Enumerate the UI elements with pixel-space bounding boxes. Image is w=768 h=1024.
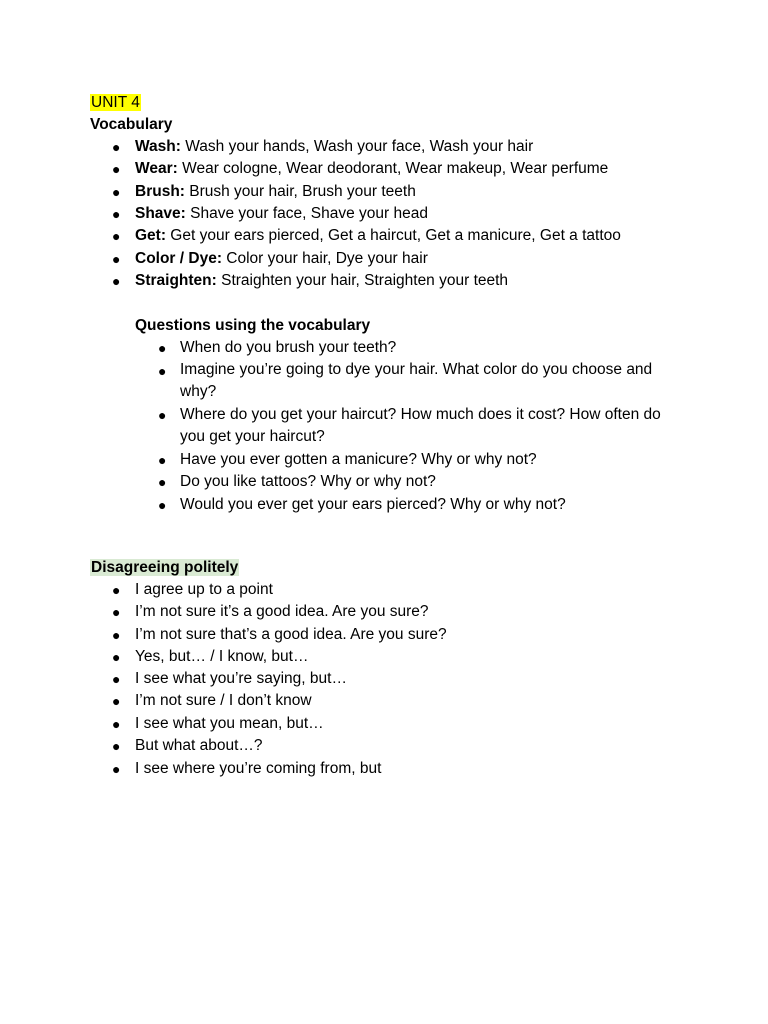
question-item: Imagine you’re going to dye your hair. What color do you choose and why? xyxy=(180,361,653,401)
bullet-icon: ● xyxy=(112,649,121,665)
bullet-icon: ● xyxy=(112,228,121,244)
vocabulary-examples: Wear cologne, Wear deodorant, Wear makeup, Wear perfume xyxy=(177,160,609,177)
disagreeing-phrase: I see what you mean, but… xyxy=(135,715,324,732)
vocabulary-item xyxy=(135,182,416,202)
vocabulary-item xyxy=(135,249,428,269)
bullet-icon: ● xyxy=(112,693,121,709)
bullet-icon: ● xyxy=(112,251,121,267)
questions-heading: Questions using the vocabulary xyxy=(135,317,371,334)
disagreeing-phrase: I’m not sure / I don’t know xyxy=(135,692,312,709)
vocabulary-term: Straighten: xyxy=(135,272,217,289)
bullet-icon: ● xyxy=(158,363,167,379)
vocabulary-term: Color / Dye: xyxy=(135,250,222,267)
vocabulary-examples: Brush your hair, Brush your teeth xyxy=(184,183,416,200)
question-item: Do you like tattoos? Why or why not? xyxy=(180,473,436,490)
vocabulary-heading: Vocabulary xyxy=(90,116,173,133)
bullet-icon: ● xyxy=(112,273,121,289)
vocabulary-examples: Get your ears pierced, Get a haircut, Get a manicure, Get a tattoo xyxy=(166,227,621,244)
disagreeing-phrase: I see what you’re saying, but… xyxy=(135,670,347,687)
disagreeing-phrase: Yes, but… / I know, but… xyxy=(135,648,309,665)
disagreeing-phrase: But what about…? xyxy=(135,737,263,754)
bullet-icon: ● xyxy=(158,452,167,468)
bullet-icon: ● xyxy=(158,340,167,356)
bullet-icon: ● xyxy=(112,582,121,598)
unit-title-line xyxy=(90,93,141,113)
vocabulary-item xyxy=(135,226,621,246)
disagreeing-phrase: I agree up to a point xyxy=(135,581,273,598)
bullet-icon: ● xyxy=(112,716,121,732)
vocabulary-term: Get: xyxy=(135,227,166,244)
vocabulary-term: Wash: xyxy=(135,138,181,155)
question-item: Would you ever get your ears pierced? Why or why not? xyxy=(180,496,566,513)
question-item: Where do you get your haircut? How much does it cost? How often do you get your haircut? xyxy=(180,406,661,446)
bullet-icon: ● xyxy=(112,604,121,620)
bullet-icon: ● xyxy=(112,139,121,155)
vocabulary-term: Shave: xyxy=(135,205,186,222)
vocabulary-examples: Color your hair, Dye your hair xyxy=(221,250,428,267)
vocabulary-examples: Straighten your hair, Straighten your teeth xyxy=(216,272,509,289)
bullet-icon: ● xyxy=(112,671,121,687)
vocabulary-term: Wear: xyxy=(135,160,178,177)
vocabulary-item xyxy=(135,137,533,157)
disagreeing-phrase: I’m not sure that’s a good idea. Are you sure? xyxy=(135,626,447,643)
bullet-icon: ● xyxy=(112,206,121,222)
vocabulary-term: Brush: xyxy=(135,183,185,200)
question-item: When do you brush your teeth? xyxy=(180,339,397,356)
bullet-icon: ● xyxy=(158,407,167,423)
bullet-icon: ● xyxy=(112,627,121,643)
vocabulary-examples: Wash your hands, Wash your face, Wash your hair xyxy=(180,138,534,155)
bullet-icon: ● xyxy=(112,761,121,777)
vocabulary-item xyxy=(135,271,508,291)
unit-title: UNIT 4 xyxy=(91,94,140,111)
bullet-icon: ● xyxy=(112,738,121,754)
bullet-icon: ● xyxy=(158,497,167,513)
vocabulary-item xyxy=(135,204,428,224)
disagreeing-heading: Disagreeing politely xyxy=(91,559,239,576)
bullet-icon: ● xyxy=(112,184,121,200)
vocabulary-item xyxy=(135,159,608,179)
disagreeing-phrase: I see where you’re coming from, but xyxy=(135,760,382,777)
question-item: Have you ever gotten a manicure? Why or why not? xyxy=(180,451,537,468)
bullet-icon: ● xyxy=(158,474,167,490)
vocabulary-examples: Shave your face, Shave your head xyxy=(185,205,428,222)
bullet-icon: ● xyxy=(112,161,121,177)
disagreeing-heading-line xyxy=(90,558,239,578)
disagreeing-phrase: I’m not sure it’s a good idea. Are you sure? xyxy=(135,603,429,620)
